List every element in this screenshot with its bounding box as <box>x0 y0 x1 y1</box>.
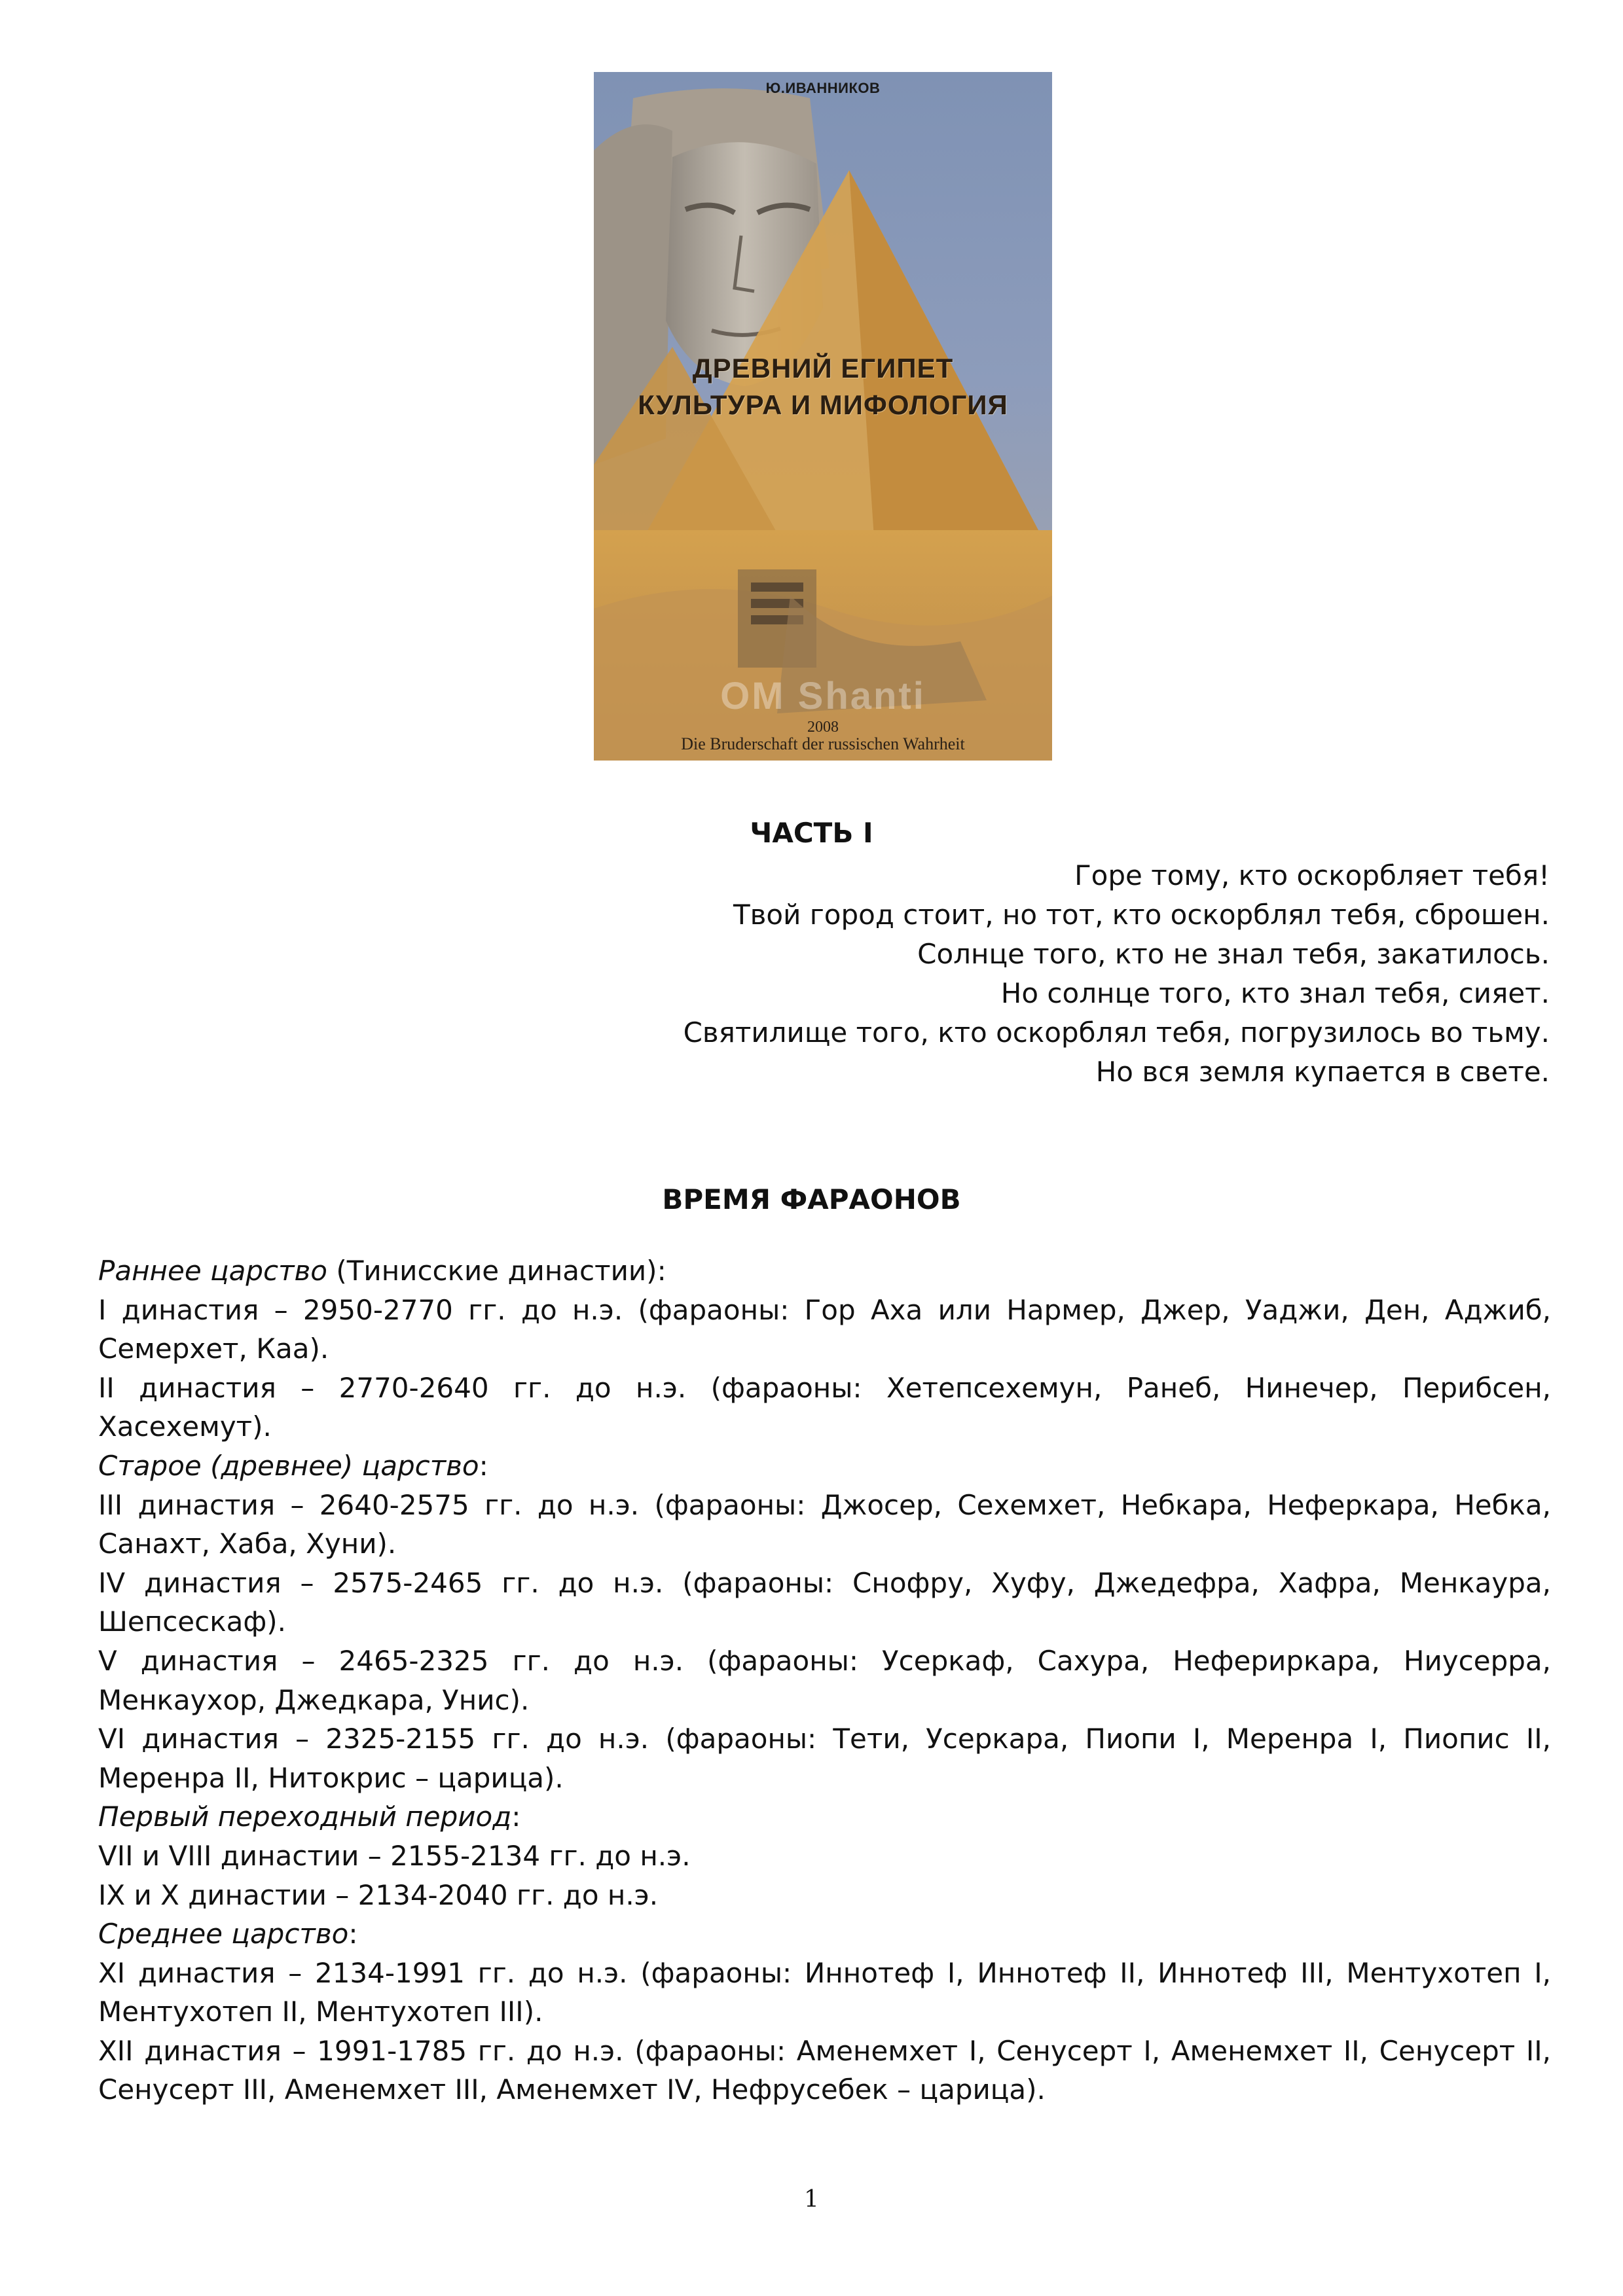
section-heading: ВРЕМЯ ФАРАОНОВ <box>662 1183 961 1215</box>
epigraph-line: Горе тому, кто оскорбляет тебя! <box>1074 859 1550 891</box>
cover-year: 2008 <box>807 719 839 736</box>
cover-subtitle: Die Bruderschaft der russischen Wahrheit <box>681 734 965 753</box>
dynasty-1: I династия – 2950-2770 гг. до н.э. (фараоны: Гор Аха или Нармер, Джер, Уаджи, Ден, Аджиб, Семерхет, Каа). <box>98 1293 1551 1365</box>
period-name: Раннее царство <box>98 1255 328 1287</box>
period-heading-first-intermediate <box>98 1797 1551 1837</box>
cover-title <box>594 350 1052 423</box>
page-number: 1 <box>804 2186 819 2213</box>
period-heading-old <box>98 1446 1551 1486</box>
period-suffix: : <box>511 1801 521 1833</box>
dynasty-5: V династия – 2465-2325 гг. до н.э. (фараоны: Усеркаф, Сахура, Нефериркара, Ниусерра, Менкаухор, Джедкара, Унис). <box>98 1644 1551 1716</box>
epigraph-line: Но солнце того, кто знал тебя, сияет. <box>1000 977 1550 1009</box>
period-suffix: : <box>479 1449 488 1482</box>
period-suffix: (Тинисские династии): <box>327 1255 666 1287</box>
dynasty-2: II династия – 2770-2640 гг. до н.э. (фараоны: Хетепсехемун, Ранеб, Нинечер, Перибсен, Хасехемут). <box>98 1371 1551 1443</box>
dynasty-11: XI династия – 2134-1991 гг. до н.э. (фараоны: Иннотеф I, Иннотеф II, Иннотеф III, Ментухотеп I, Ментухотеп II, Ментухотеп III). <box>98 1956 1551 2028</box>
cover-title-line-1: ДРЕВНИЙ ЕГИПЕТ <box>692 353 954 384</box>
period-suffix: : <box>348 1918 358 1950</box>
period-name: Старое (древнее) царство <box>98 1449 479 1482</box>
epigraph-line: Солнце того, кто не знал тебя, закатилось. <box>917 938 1550 970</box>
epigraph-line: Но вся земля купается в свете. <box>1095 1056 1550 1088</box>
epigraph-line: Святилище того, кто оскорблял тебя, погрузилось во тьму. <box>683 1016 1550 1049</box>
period-name: Первый переходный период <box>98 1801 512 1833</box>
period-name: Среднее царство <box>98 1918 349 1950</box>
dynasty-7-8: VII и VIII династии – 2155-2134 гг. до н.э. <box>98 1839 691 1872</box>
dynasty-4: IV династия – 2575-2465 гг. до н.э. (фараоны: Снофру, Хуфу, Джедефра, Хафра, Менкаура, Шепсескаф). <box>98 1566 1551 1638</box>
part-heading: ЧАСТЬ I <box>750 817 873 849</box>
period-heading-middle <box>98 1914 1551 1954</box>
dynasty-12: XII династия – 1991-1785 гг. до н.э. (фараоны: Аменемхет I, Сенусерт I, Аменемхет II, Сенусерт II, Сенусерт III, Аменемхет III, Аменемхет IV, Нефрусебек – царица). <box>98 2034 1551 2106</box>
dynasty-9-10: IX и X династии – 2134-2040 гг. до н.э. <box>98 1878 659 1911</box>
period-heading-early <box>98 1251 1551 1291</box>
cover-watermark: OM Shanti <box>720 675 926 717</box>
epigraph-line: Твой город стоит, но тот, кто оскорблял тебя, сброшен. <box>733 899 1550 931</box>
dynasty-6: VI династия – 2325-2155 гг. до н.э. (фараоны: Тети, Усеркара, Пиопи I, Меренра I, Пиопис II, Меренра II, Нитокрис – царица). <box>98 1723 1551 1794</box>
dynasty-list <box>98 1251 1551 2109</box>
book-cover-image <box>594 72 1052 761</box>
cover-title-line-2: КУЛЬТУРА И МИФОЛОГИЯ <box>638 389 1008 420</box>
epigraph <box>306 856 1550 1092</box>
dynasty-3: III династия – 2640-2575 гг. до н.э. (фараоны: Джосер, Сехемхет, Небкара, Неферкара, Небка, Санахт, Хаба, Хуни). <box>98 1488 1551 1560</box>
cover-author: Ю.ИВАННИКОВ <box>765 80 881 96</box>
